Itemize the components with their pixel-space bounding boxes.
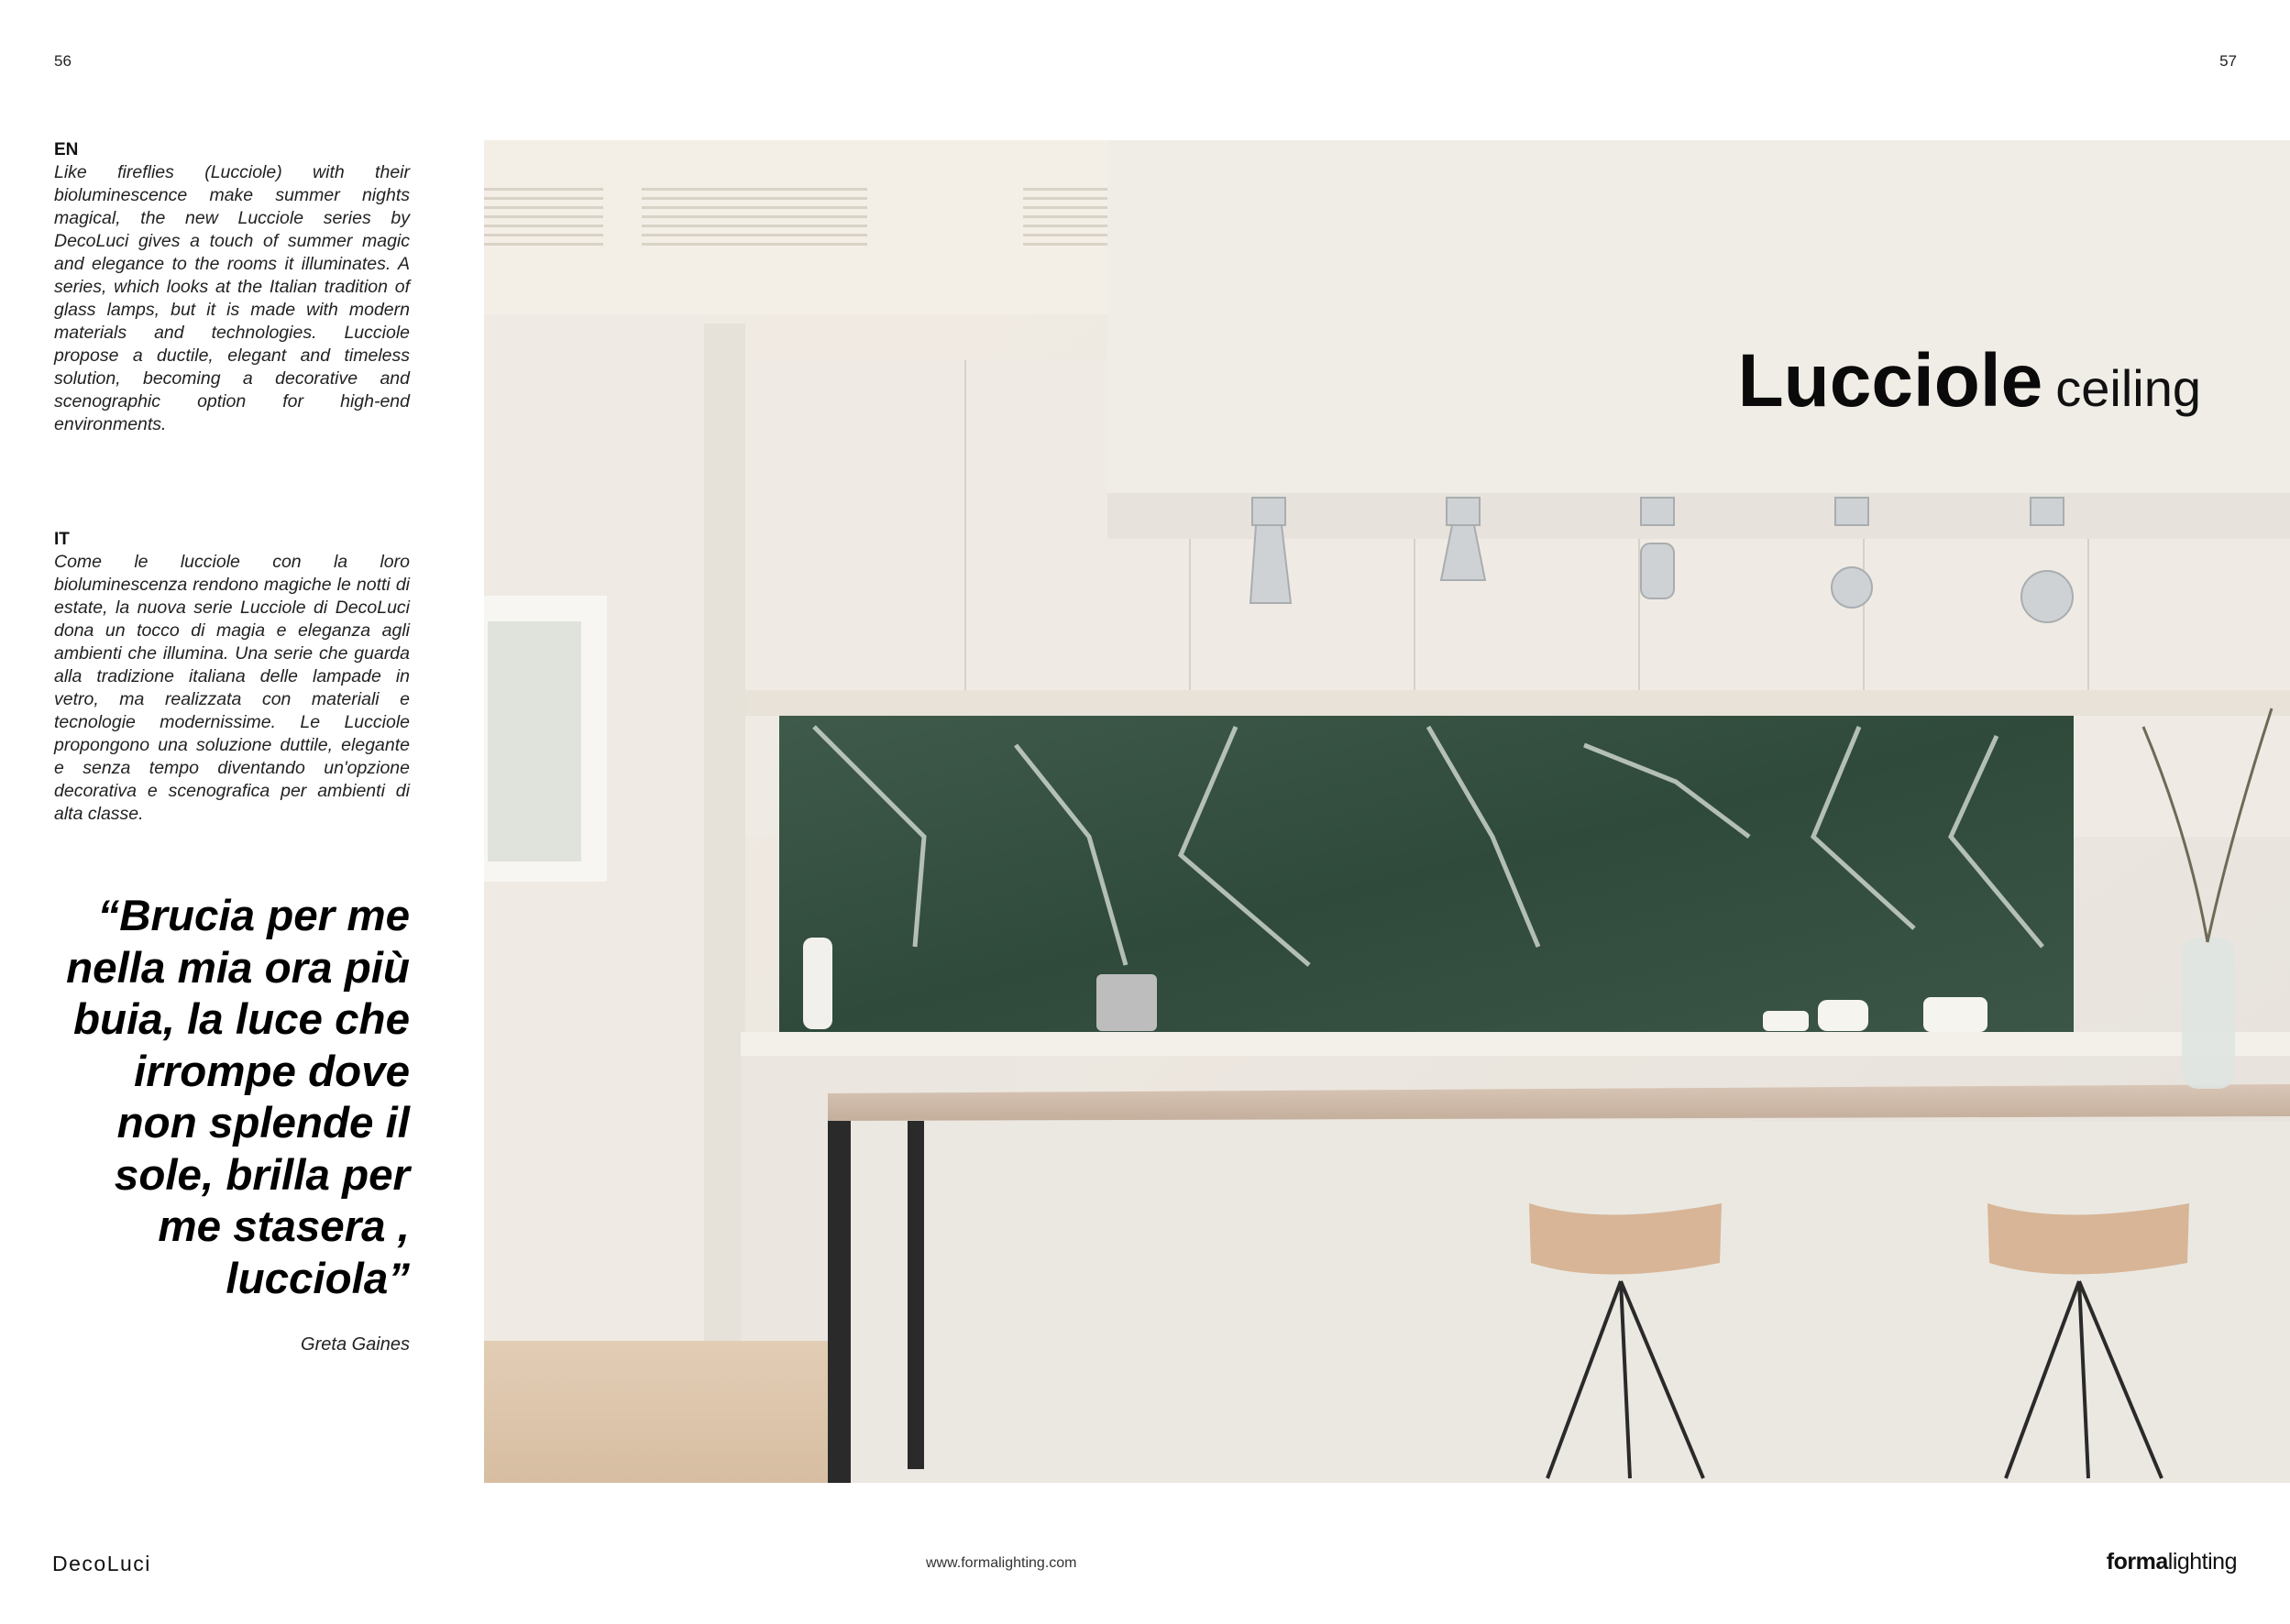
- page-number-right: 57: [2219, 52, 2237, 70]
- product-name: Lucciole: [1737, 339, 2043, 422]
- italian-text: Come le lucciole con la loro bioluminescenza rendono magiche le notti di estate, la nuova serie Lucciole di DecoLuci dona un tocco di magia e eleganza agli ambienti che illumina. Una serie che guarda alla tradizione italiana delle lampade in vetro, ma realizzata con materiali e tecnologie modernissime. Le Lucciole propongono una soluzione duttile, elegante e senza tempo diventando un'opzione decorativa e scenografica per ambienti di alta classe.: [54, 552, 410, 824]
- logo-light-part: lighting: [2167, 1549, 2237, 1575]
- italian-section: [54, 529, 410, 826]
- logo-bold-part: forma: [2106, 1549, 2168, 1575]
- quote-line: nella mia ora più: [66, 943, 410, 993]
- product-type: ceiling: [2055, 359, 2201, 417]
- kitchen-photo: [484, 140, 2290, 1483]
- quote-line: irrompe dove: [134, 1047, 410, 1096]
- english-label: EN: [54, 140, 79, 159]
- quote-line: buia, la luce che: [73, 995, 410, 1044]
- footer-url[interactable]: www.formalighting.com: [926, 1555, 1077, 1571]
- italian-label: IT: [54, 530, 70, 549]
- english-section: [54, 139, 410, 436]
- pull-quote: [37, 891, 410, 1305]
- quote-author: Greta Gaines: [301, 1334, 410, 1355]
- footer-brand: DecoLuci: [52, 1552, 151, 1575]
- formalighting-logo: [2107, 1549, 2237, 1575]
- quote-line: me stasera ,: [158, 1202, 410, 1251]
- quote-line: lucciola”: [226, 1254, 410, 1303]
- product-title: [1737, 339, 2201, 422]
- quote-line: “Brucia per me: [97, 892, 410, 940]
- page-number-left: 56: [54, 52, 72, 70]
- quote-line: non splende il: [116, 1099, 410, 1147]
- english-text: Like fireflies (Lucciole) with their bioluminescence make summer nights magical, the new Lucciole series by DecoLuci gives a touch of summer magic and elegance to the rooms it illuminates. A series, which looks at the Italian tradition of glass lamps, but it is made with modern materials and technologies. Lucciole propose a ductile, elegant and timeless solution, becoming a decorative and scenographic option for high-end environments.: [54, 162, 410, 434]
- quote-line: sole, brilla per: [114, 1150, 410, 1200]
